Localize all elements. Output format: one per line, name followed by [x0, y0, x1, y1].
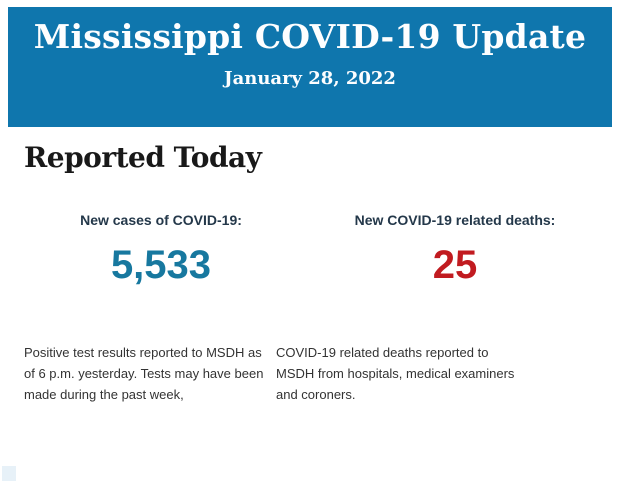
newsletter-date: January 28, 2022: [224, 68, 396, 89]
stat-block-new-cases: [8, 212, 314, 288]
section-title-reported-today: Reported Today: [24, 141, 262, 174]
new-deaths-description: COVID-19 related deaths reported to MSDH from hospitals, medical examiners and coroners.: [276, 345, 515, 402]
new-cases-value: 5,533: [110, 243, 212, 287]
header-banner: [8, 7, 612, 127]
new-deaths-label: New COVID-19 related deaths:: [354, 212, 556, 228]
stat-block-new-deaths: [298, 212, 612, 288]
new-cases-description: Positive test results reported to MSDH as of 6 p.m. yesterday. Tests may have been made during the past week,: [24, 345, 264, 402]
new-cases-label: New cases of COVID-19:: [80, 212, 242, 228]
new-deaths-value: 25: [432, 243, 478, 287]
newsletter-title: Mississippi COVID-19 Update: [33, 17, 587, 56]
footer-bar-remnant: [2, 466, 16, 481]
